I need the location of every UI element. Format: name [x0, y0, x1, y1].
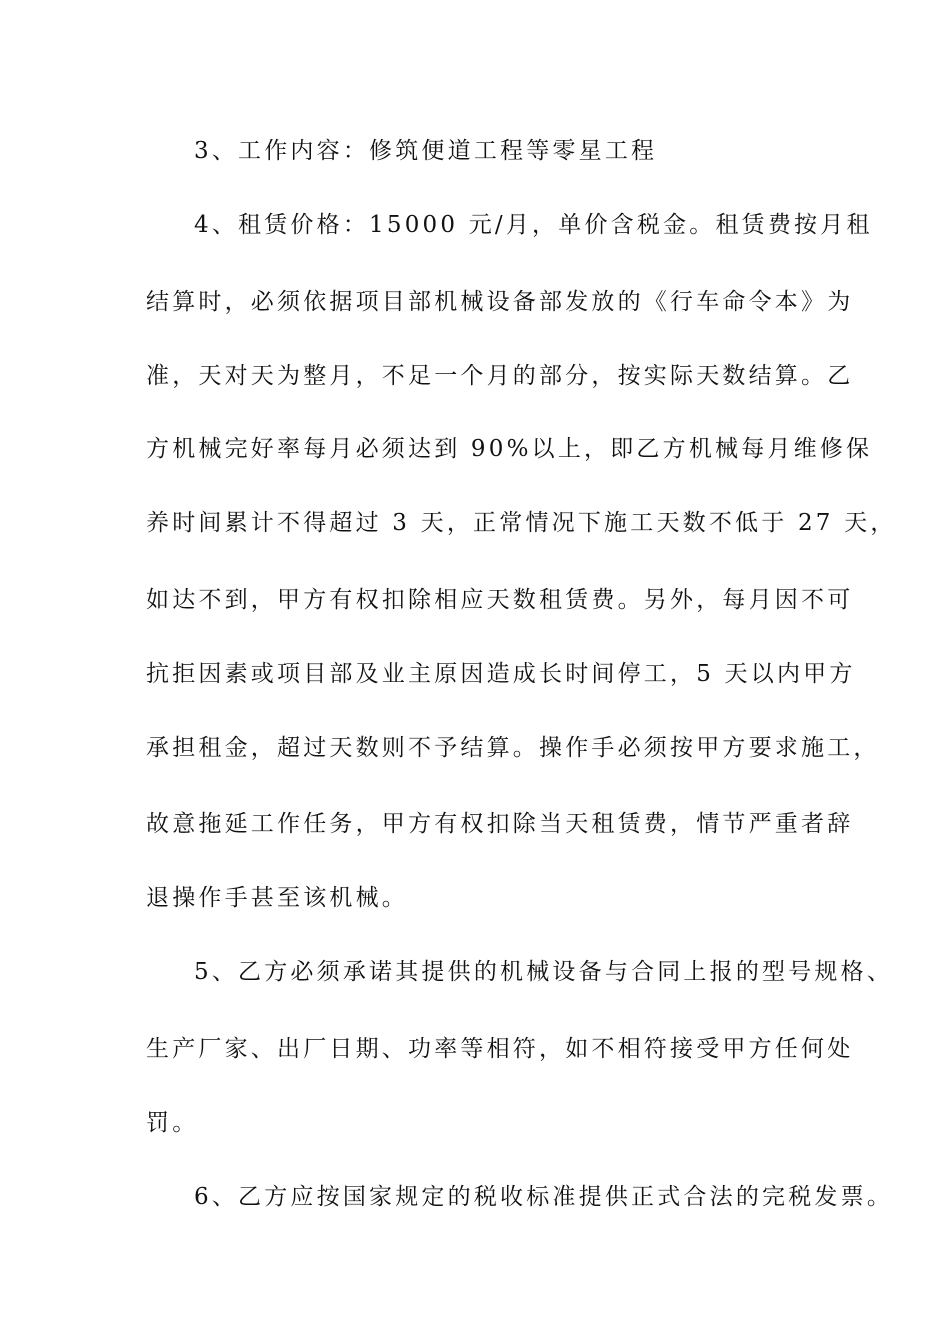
paragraph-4-line-6: 如达不到，甲方有权扣除相应天数租赁费。另外，每月因不可: [146, 587, 854, 613]
paragraph-5-line-3: 罚。: [146, 1110, 199, 1136]
paragraph-4-line-1: 4、租赁价格：15000 元/月，单价含税金。租赁费按月租: [194, 212, 873, 238]
paragraph-5-line-1: 5、乙方必须承诺其提供的机械设备与合同上报的型号规格、: [194, 959, 894, 985]
paragraph-4-line-10: 退操作手甚至该机械。: [146, 885, 408, 911]
paragraph-4-line-9: 故意拖延工作任务，甲方有权扣除当天租赁费，情节严重者辞: [146, 811, 854, 837]
paragraph-4-line-3: 准，天对天为整月，不足一个月的部分，按实际天数结算。乙: [146, 363, 854, 389]
paragraph-4-line-2: 结算时，必须依据项目部机械设备部发放的《行车命令本》为: [146, 289, 854, 315]
paragraph-6-line-1: 6、乙方应按国家规定的税收标准提供正式合法的完税发票。: [194, 1184, 894, 1210]
paragraph-4-line-7: 抗拒因素或项目部及业主原因造成长时间停工，5 天以内甲方: [146, 661, 856, 687]
paragraph-4-line-8: 承担租金，超过天数则不予结算。操作手必须按甲方要求施工，: [146, 735, 880, 761]
paragraph-5-line-2: 生产厂家、出厂日期、功率等相符，如不相符接受甲方任何处: [146, 1036, 854, 1062]
paragraph-4-line-5: 养时间累计不得超过 3 天，正常情况下施工天数不低于 27 天，: [146, 510, 897, 536]
paragraph-4-line-4: 方机械完好率每月必须达到 90%以上，即乙方机械每月维修保: [146, 436, 873, 462]
paragraph-3-line-1: 3、工作内容：修筑便道工程等零星工程: [194, 138, 658, 164]
